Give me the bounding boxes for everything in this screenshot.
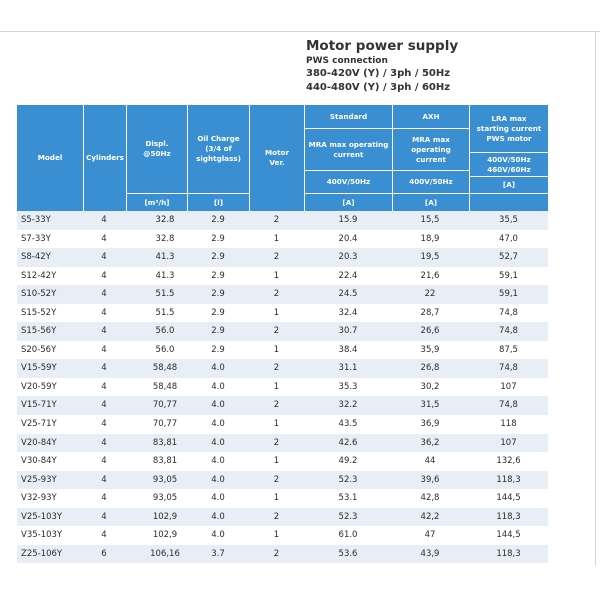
table-row [17,526,548,545]
cell-cylinders: 4 [101,530,107,541]
table-row [17,471,548,490]
cell-axh-mra: 47 [424,530,436,541]
cell-axh-mra: 26,6 [420,326,440,337]
voltage-line-50hz: 380-420V (Y) / 3ph / 50Hz [306,68,451,79]
cell-displ: 83,81 [152,437,178,448]
cell-axh-mra: 19,5 [420,252,440,263]
cell-axh-mra: 31,5 [420,400,440,411]
table-row [17,396,548,415]
col-header-lra: LRA max starting current PWS motor [470,105,548,152]
cell-motor-ver: 1 [273,233,280,244]
cell-standard-mra: 52.3 [338,474,358,485]
cell-displ: 106,16 [150,548,180,559]
cell-oil-charge: 4.0 [211,419,225,430]
cell-model: V25-93Y [21,474,57,485]
cell-cylinders: 4 [101,437,107,448]
cell-cylinders: 4 [101,419,107,430]
cell-cylinders: 4 [101,400,107,411]
cell-model: V30-84Y [21,456,57,467]
cell-standard-mra: 32.2 [338,400,358,411]
data-table-body [17,211,548,563]
cell-standard-mra: 53.1 [338,493,358,504]
cell-axh-mra: 43,9 [420,548,440,559]
cell-lra: 74,8 [499,307,518,318]
cell-axh-mra: 28,7 [420,307,440,318]
cell-model: V25-103Y [21,511,63,522]
section-title: Motor power supply [306,38,459,54]
cell-axh-mra: 18,9 [420,233,440,244]
cell-cylinders: 4 [101,233,107,244]
cell-standard-mra: 22.4 [338,270,358,281]
col-header-lra-unit: [A] [470,177,548,193]
cell-motor-ver: 2 [273,548,280,559]
cell-motor-ver: 1 [273,270,280,281]
table-row [17,452,548,471]
cell-displ: 70,77 [152,419,178,430]
cell-lra: 118,3 [496,511,521,522]
cell-oil-charge: 4.0 [211,530,225,541]
unit-standard: [A] [305,194,392,211]
connection-label: PWS connection [306,56,388,66]
col-header-model: Model [17,105,83,211]
cell-lra: 107 [500,437,517,448]
cell-oil-charge: 4.0 [211,511,225,522]
cell-model: S15-52Y [21,307,57,318]
cell-motor-ver: 2 [273,252,280,263]
cell-cylinders: 4 [101,307,107,318]
cell-oil-charge: 4.0 [211,456,225,467]
cell-standard-mra: 32.4 [338,307,358,318]
cell-standard-mra: 42.6 [338,437,358,448]
motor-power-supply-header [306,38,566,95]
cell-displ: 51.5 [155,307,175,318]
cell-motor-ver: 2 [273,289,280,300]
cell-lra: 74,8 [499,326,518,337]
right-border [595,31,596,566]
cell-motor-ver: 2 [273,437,280,448]
cell-oil-charge: 4.0 [211,493,225,504]
cell-cylinders: 4 [101,270,107,281]
cell-model: V20-59Y [21,381,57,392]
cell-lra: 47,0 [499,233,518,244]
cell-oil-charge: 2.9 [211,252,225,263]
cell-model: S8-42Y [21,252,51,263]
cell-displ: 56.0 [155,344,175,355]
unit-oil: [l] [188,194,249,211]
cell-oil-charge: 4.0 [211,363,225,374]
cell-standard-mra: 49.2 [338,456,358,467]
cell-displ: 83,81 [152,456,178,467]
cell-model: S15-56Y [21,326,57,337]
cell-displ: 41.3 [155,270,175,281]
cell-standard-mra: 24.5 [338,289,358,300]
cell-model: V15-59Y [21,363,57,374]
table-row [17,545,548,564]
top-border [0,31,600,32]
cell-motor-ver: 1 [273,419,280,430]
table-row [17,304,548,323]
cell-displ: 56.0 [155,326,175,337]
cell-cylinders: 4 [101,363,107,374]
cell-lra: 144,5 [496,530,521,541]
cell-displ: 58,48 [152,363,178,374]
col-header-standard-voltage: 400V/50Hz [305,171,392,193]
table-row [17,489,548,508]
table-row [17,508,548,527]
cell-motor-ver: 2 [273,400,280,411]
cell-standard-mra: 20.4 [338,233,358,244]
cell-axh-mra: 42,2 [420,511,440,522]
cell-lra: 35,5 [499,215,518,225]
cell-oil-charge: 2.9 [211,344,225,355]
col-header-standard: Standard [305,105,392,128]
cell-oil-charge: 2.9 [211,289,225,300]
cell-oil-charge: 2.9 [211,307,225,318]
cell-standard-mra: 52.3 [338,511,358,522]
cell-model: Z25-106Y [21,548,63,559]
cell-axh-mra: 26,8 [420,363,440,374]
cell-cylinders: 4 [101,289,107,300]
cell-oil-charge: 2.9 [211,326,225,337]
cell-displ: 70,77 [152,400,178,411]
cell-standard-mra: 30.7 [338,326,358,337]
cell-axh-mra: 30,2 [420,381,440,392]
cell-displ: 51.5 [155,289,175,300]
cell-displ: 102,9 [152,511,178,522]
col-header-displ: Displ. @50Hz [127,105,187,193]
cell-cylinders: 4 [101,456,107,467]
cell-lra: 52,7 [499,252,518,263]
cell-lra: 107 [500,381,517,392]
cell-lra: 118,3 [496,548,521,559]
cell-axh-mra: 35,9 [420,344,440,355]
cell-cylinders: 4 [101,493,107,504]
cell-oil-charge: 3.7 [211,548,225,559]
cell-motor-ver: 2 [273,363,280,374]
cell-lra: 132,6 [496,456,521,467]
cell-cylinders: 4 [101,381,107,392]
cell-displ: 32.8 [155,215,175,225]
cell-model: V20-84Y [21,437,57,448]
unit-displ: [m³/h] [127,194,187,211]
unit-axh: [A] [393,194,469,211]
cell-oil-charge: 2.9 [211,233,225,244]
cell-lra: 59,1 [499,270,518,281]
cell-standard-mra: 20.3 [338,252,358,263]
cell-displ: 102,9 [152,530,178,541]
cell-motor-ver: 2 [273,215,280,225]
cell-model: V32-93Y [21,493,57,504]
voltage-line-60hz: 440-480V (Y) / 3ph / 60Hz [306,82,451,93]
col-header-motor-ver: Motor Ver. [250,105,304,211]
cell-cylinders: 4 [101,215,107,225]
cell-model: V35-103Y [21,530,63,541]
table-row [17,322,548,341]
cell-standard-mra: 35.3 [338,381,358,392]
cell-axh-mra: 21,6 [420,270,440,281]
table-row [17,341,548,360]
cell-model: S12-42Y [21,270,57,281]
cell-motor-ver: 1 [273,344,280,355]
cell-displ: 93,05 [152,493,178,504]
col-header-axh: AXH [393,105,469,128]
cell-axh-mra: 36,2 [420,437,440,448]
table-row [17,285,548,304]
table-row [17,230,548,249]
cell-model: S5-33Y [21,215,51,225]
cell-standard-mra: 15.9 [338,215,358,225]
lra-spacer [470,194,548,211]
cell-lra: 118 [500,419,517,430]
cell-displ: 93,05 [152,474,178,485]
cell-standard-mra: 43.5 [338,419,358,430]
cell-motor-ver: 2 [273,326,280,337]
cell-cylinders: 4 [101,511,107,522]
cell-oil-charge: 4.0 [211,474,225,485]
cell-axh-mra: 36,9 [420,419,440,430]
cell-axh-mra: 44 [424,456,436,467]
cell-motor-ver: 2 [273,511,280,522]
cell-standard-mra: 31.1 [338,363,358,374]
col-header-oil-charge: Oil Charge (3/4 of sightglass) [188,105,249,193]
cell-standard-mra: 38.4 [338,344,358,355]
cell-cylinders: 4 [101,326,107,337]
cell-cylinders: 4 [101,474,107,485]
cell-motor-ver: 2 [273,474,280,485]
cell-standard-mra: 61.0 [338,530,358,541]
cell-oil-charge: 4.0 [211,400,225,411]
cell-displ: 58,48 [152,381,178,392]
cell-lra: 74,8 [499,400,518,411]
cell-axh-mra: 42,8 [420,493,440,504]
table-row [17,434,548,453]
cell-standard-mra: 53.6 [338,548,358,559]
cell-lra: 59,1 [499,289,518,300]
cell-axh-mra: 22 [424,289,436,300]
col-header-axh-mra: MRA max operating current [393,129,469,170]
table-row [17,378,548,397]
cell-displ: 32.8 [155,233,175,244]
cell-axh-mra: 39,6 [420,474,440,485]
col-header-cylinders: Cylinders [84,105,126,211]
cell-lra: 74,8 [499,363,518,374]
table-row [17,267,548,286]
cell-model: S20-56Y [21,344,57,355]
cell-model: V15-71Y [21,400,57,411]
cell-model: V25-71Y [21,419,57,430]
col-header-standard-mra: MRA max operating current [305,129,392,170]
col-header-lra-voltage: 400V/50Hz 460V/60Hz [470,153,548,176]
cell-displ: 41.3 [155,252,175,263]
cell-model: S10-52Y [21,289,57,300]
cell-axh-mra: 15,5 [420,215,440,225]
cell-lra: 87,5 [499,344,518,355]
cell-lra: 118,3 [496,474,521,485]
cell-cylinders: 4 [101,252,107,263]
cell-cylinders: 4 [101,344,107,355]
cell-oil-charge: 2.9 [211,270,225,281]
cell-oil-charge: 4.0 [211,381,225,392]
cell-model: S7-33Y [21,233,51,244]
table-row [17,211,548,230]
cell-motor-ver: 1 [273,530,280,541]
cell-motor-ver: 1 [273,456,280,467]
table-row [17,359,548,378]
cell-lra: 144,5 [496,493,521,504]
col-header-axh-voltage: 400V/50Hz [393,171,469,193]
cell-oil-charge: 4.0 [211,437,225,448]
cell-cylinders: 6 [101,548,107,559]
cell-motor-ver: 1 [273,493,280,504]
cell-motor-ver: 1 [273,381,280,392]
table-row [17,415,548,434]
cell-oil-charge: 2.9 [211,215,225,225]
table-row [17,248,548,267]
cell-motor-ver: 1 [273,307,280,318]
